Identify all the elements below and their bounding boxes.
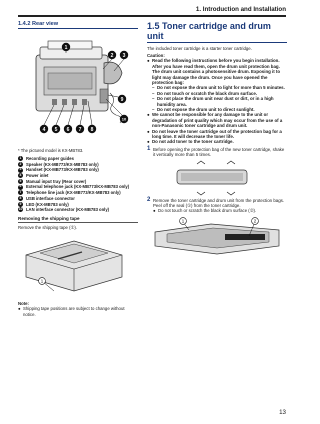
svg-text:7: 7	[78, 126, 82, 133]
legend-item	[18, 196, 138, 201]
step-2: 2 Remove the toner cartridge and drum unit from the protection bags. Peel off the seal (①) from the toner cartridge.	[147, 196, 285, 209]
svg-text:6: 6	[66, 126, 70, 133]
shipping-tape-heading: Removing the shipping tape	[18, 216, 138, 223]
note-heading: Note:	[18, 301, 29, 307]
legend-label: Manual input tray (Rear cover)	[26, 178, 87, 184]
legend-label: Handset (KX-MB773/KX-MB783 only)	[26, 167, 99, 173]
legend-item	[18, 156, 138, 161]
legend-number-badge: 6	[19, 184, 22, 189]
legend-item	[18, 173, 138, 178]
note-bullet: ● Shipping tape positions are subject to change without notice.	[18, 306, 125, 317]
caution-sub-item: – Do not expose the drum unit to light for more than 5 minutes.	[152, 85, 285, 91]
legend-item	[18, 202, 138, 207]
toner-intro: The included toner cartridge is a starter toner cartridge.	[147, 46, 252, 51]
rear-view-figure	[18, 33, 138, 145]
legend-label: LED (KX-MB783 only)	[26, 201, 69, 207]
caution-bullet: ● Do not leave the toner cartridge out of the protection bag for a long time. It will decrease the toner life.	[147, 128, 282, 139]
legend-number-badge: 10	[18, 207, 23, 212]
caution-label: Caution:	[147, 53, 165, 59]
caution-bullet: ● Read the following instructions before you begin installation. After you have read them, open the drum unit protection bag. The drum unit contains a photosensitive drum. Exposing it to light may damage the drum. Once you have opened the protection bag:	[147, 58, 281, 85]
page-header: 1. Introduction and Installation	[195, 6, 286, 13]
left-column	[18, 21, 138, 317]
legend-item	[18, 179, 138, 184]
svg-text:5: 5	[54, 126, 58, 133]
legend-number-badge: 2	[19, 161, 22, 166]
legend-item	[18, 162, 138, 167]
legend-item	[18, 167, 138, 172]
legend-number-badge: 5	[19, 178, 22, 183]
svg-text:1: 1	[40, 278, 44, 284]
shake-figure	[147, 158, 287, 196]
step-2-bullet: ● Do not touch or scratch the black drum surface (②).	[153, 208, 257, 214]
step-1: 1 Before opening the protection bag of the new toner cartridge, shake it vertically more than 5 times.	[147, 145, 285, 158]
caution-sub-item: – Do not place the drum unit near dust or dirt, or in a high humidity area.	[152, 96, 274, 107]
legend-label: USB interface connector	[26, 195, 75, 201]
rear-view-legend	[18, 156, 138, 212]
svg-text:2: 2	[253, 218, 257, 224]
legend-label: LAN interface connector (KX-MB783 only)	[26, 207, 110, 213]
legend-number-badge: 8	[19, 195, 22, 200]
printer-top-illustration	[18, 233, 130, 297]
legend-number-badge: 9	[19, 201, 22, 206]
right-column	[147, 21, 287, 256]
legend-label: External telephone jack (KX-MB773/KX-MB783 only)	[26, 184, 130, 190]
shipping-tape-body: Remove the shipping tape (①).	[18, 225, 78, 231]
caution-bullet: ● Do not add toner to the toner cartridge.	[147, 139, 234, 145]
svg-text:2: 2	[110, 52, 114, 59]
printer-rear-illustration	[18, 33, 138, 145]
legend-item	[18, 190, 138, 195]
shipping-tape-figure	[18, 233, 130, 297]
svg-text:1: 1	[181, 218, 185, 224]
rear-view-footnote: * The pictured model is KX-MB783.	[18, 148, 84, 153]
svg-text:9: 9	[120, 96, 124, 103]
page-number: 13	[279, 409, 286, 416]
header-rule	[18, 15, 286, 17]
caution-sub-item: – Do not touch or scratch the black drum surface.	[152, 90, 258, 96]
legend-number-badge: 4	[19, 173, 22, 178]
drum-unit-illustration	[147, 216, 287, 256]
legend-number-badge: 1	[19, 156, 22, 161]
svg-text:1: 1	[64, 44, 68, 51]
legend-number-badge: 7	[19, 190, 22, 195]
caution-list	[147, 58, 287, 145]
legend-label: Recording paper guides	[26, 156, 74, 161]
caution-bullet: ● We cannot be responsible for any damage to the unit or degradation of print quality which may occur from the use of a non-Panasonic toner cartridge and drum unit.	[147, 112, 283, 129]
legend-label: Speaker (KX-MB773/KX-MB783 only)	[26, 161, 99, 167]
drum-figure	[147, 216, 287, 256]
shake-cartridge-illustration	[147, 158, 287, 196]
legend-item	[18, 184, 138, 189]
rear-view-heading: 1.4.2 Rear view	[18, 21, 138, 29]
svg-text:3: 3	[122, 52, 126, 59]
legend-label: Power inlet	[26, 173, 49, 179]
svg-text:8: 8	[90, 126, 94, 133]
caution-sub-item: – Do not expose the drum unit to direct sunlight.	[152, 106, 255, 112]
svg-text:4: 4	[42, 126, 46, 133]
legend-item	[18, 207, 138, 212]
toner-heading: 1.5 Toner cartridge and drum unit	[147, 21, 287, 43]
legend-label: Telephone line jack (KX-MB773/KX-MB783 only)	[26, 190, 121, 196]
legend-number-badge: 3	[19, 167, 22, 172]
svg-text:10: 10	[121, 116, 127, 122]
